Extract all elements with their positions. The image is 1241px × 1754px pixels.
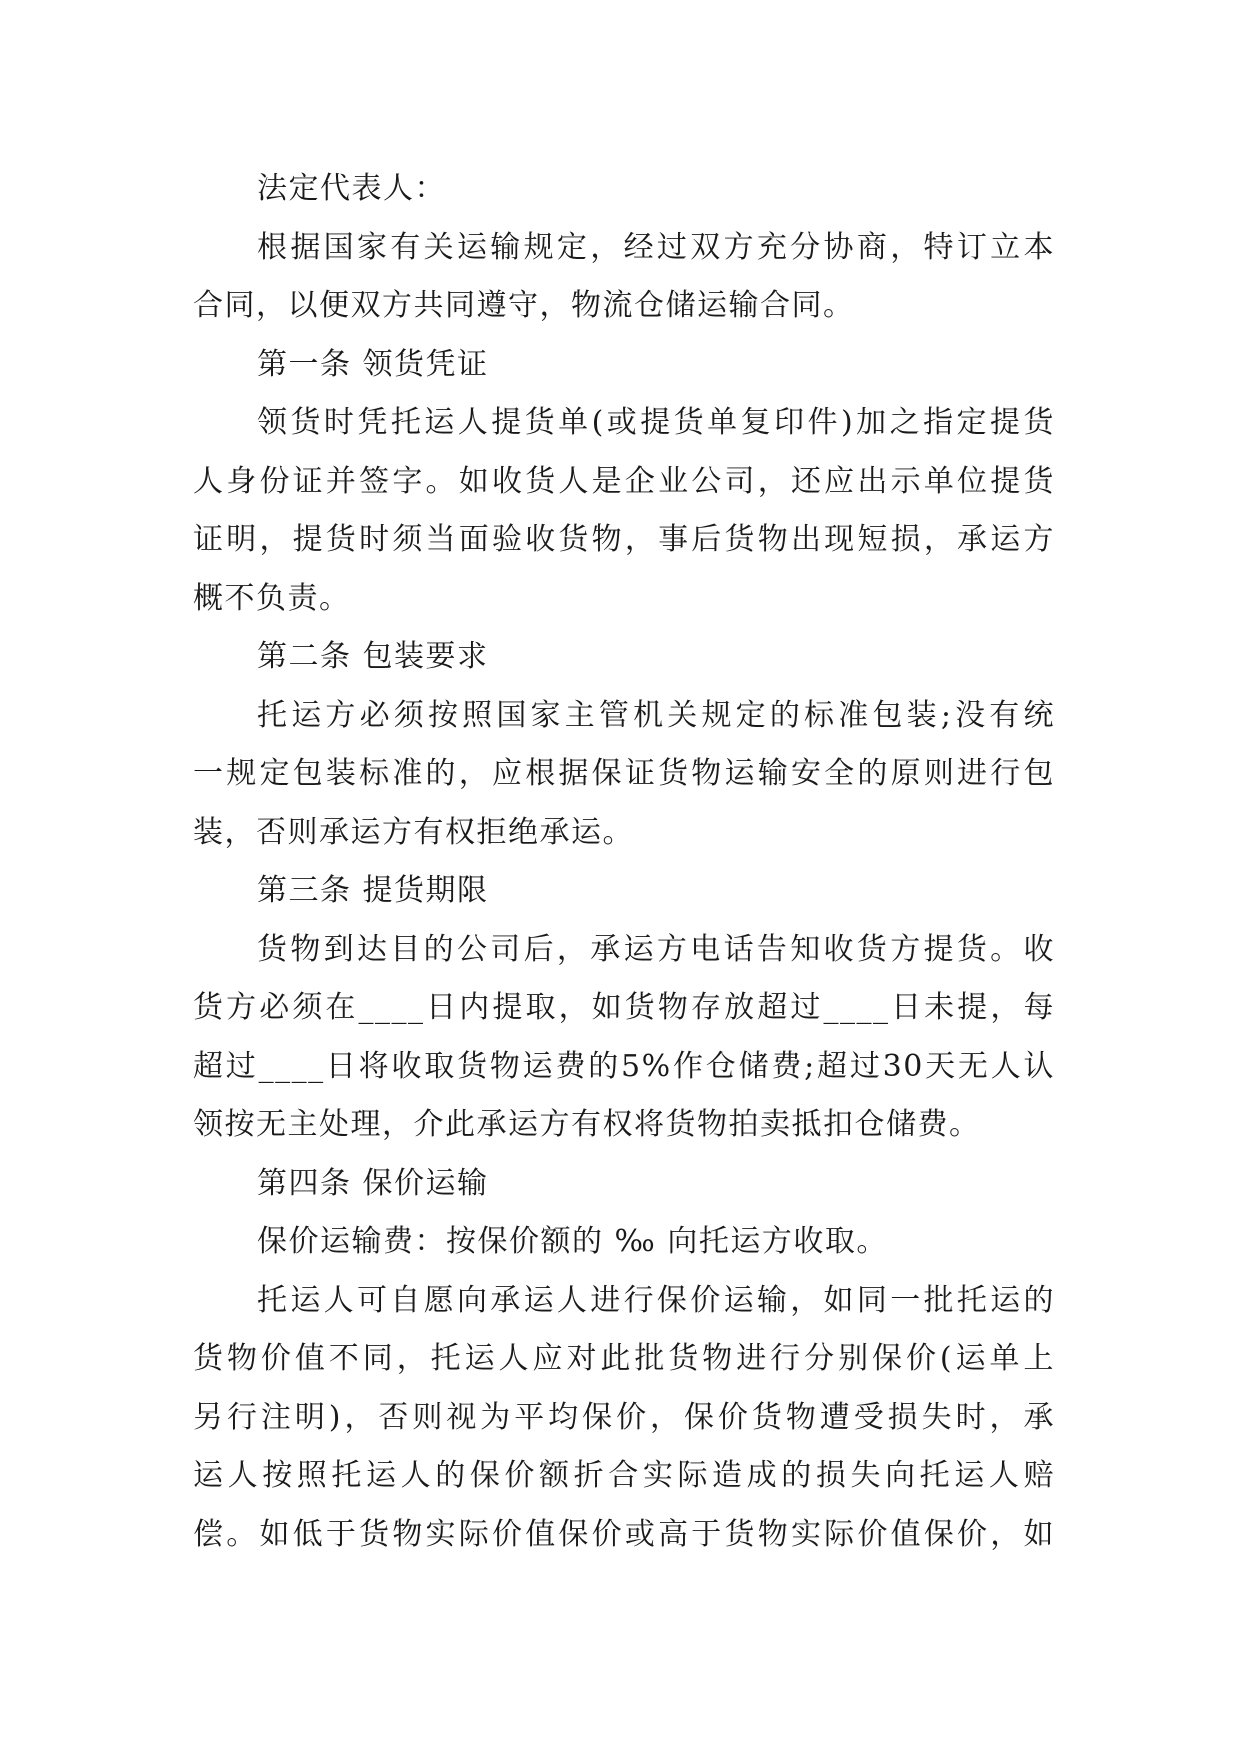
text-line: 人身份证并签字。如收货人是企业公司，还应出示单位提货 [193, 463, 1055, 499]
text-line: 托运方必须按照国家主管机关规定的标准包装;没有统 [257, 697, 1055, 733]
text-line: 托运人可自愿向承运人进行保价运输，如同一批托运的 [257, 1282, 1055, 1318]
article-heading: 第四条 保价运输 [257, 1165, 489, 1201]
article-heading: 第三条 提货期限 [257, 873, 489, 908]
text-line: 根据国家有关运输规定，经过双方充分协商，特订立本 [257, 229, 1055, 265]
text-line: 货物价值不同，托运人应对此批货物进行分别保价(运单上 [193, 1341, 1055, 1376]
article-heading: 第一条 领货凭证 [257, 346, 489, 382]
document-body [193, 160, 1055, 1564]
text-line: 一规定包装标准的，应根据保证货物运输安全的原则进行包 [193, 756, 1055, 791]
text-line: 领货时凭托运人提货单(或提货单复印件)加之指定提货 [257, 405, 1055, 440]
article-heading: 第二条 包装要求 [257, 639, 489, 674]
text-line: 保价运输费：按保价额的 ‰ 向托运方收取。 [257, 1224, 888, 1259]
text-line: 货物到达目的公司后，承运方电话告知收货方提货。收 [257, 931, 1055, 967]
text-line-legal-representative: 法定代表人： [257, 171, 446, 206]
text-line: 偿。如低于货物实际价值保价或高于货物实际价值保价，如 [193, 1516, 1055, 1552]
text-line: 货方必须在____日内提取，如货物存放超过____日未提，每 [193, 990, 1055, 1025]
text-line: 超过____日将收取货物运费的5%作仓储费;超过30天无人认 [193, 1048, 1055, 1084]
text-line: 概不负责。 [193, 580, 351, 616]
text-line: 领按无主处理，介此承运方有权将货物拍卖抵扣仓储费。 [193, 1107, 981, 1142]
text-line: 合同，以便双方共同遵守，物流仓储运输合同。 [193, 288, 855, 323]
text-line: 运人按照托运人的保价额折合实际造成的损失向托运人赔 [193, 1458, 1055, 1493]
text-line: 装，否则承运方有权拒绝承运。 [193, 814, 634, 850]
text-line: 证明，提货时须当面验收货物，事后货物出现短损，承运方 [193, 522, 1055, 557]
text-line: 另行注明)，否则视为平均保价，保价货物遭受损失时，承 [193, 1399, 1055, 1435]
